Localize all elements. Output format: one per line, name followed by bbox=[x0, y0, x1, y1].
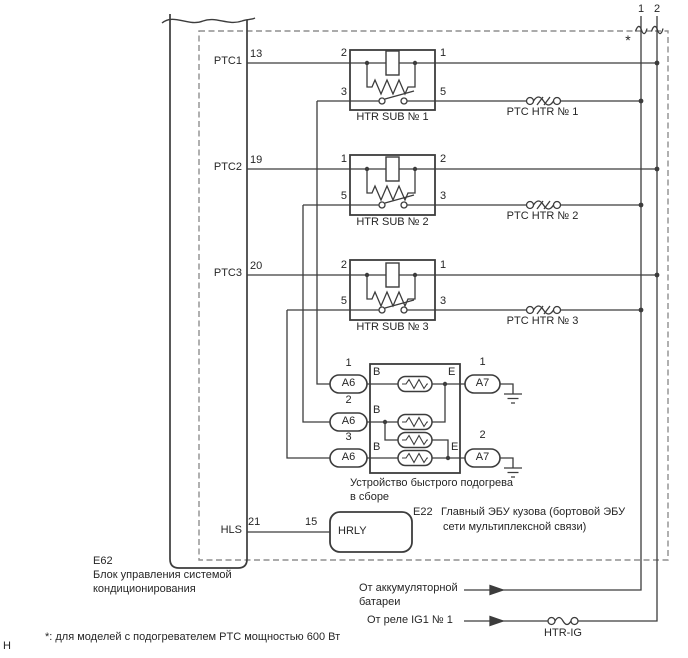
e62-terminal-21: 21 bbox=[248, 516, 261, 528]
relay1-pin-bottom-right: 5 bbox=[440, 86, 447, 98]
battery-source-line1: От аккумуляторной bbox=[359, 582, 458, 594]
relay3-pin-bottom-left: 5 bbox=[340, 295, 347, 307]
e62-terminal-20: 20 bbox=[250, 260, 263, 272]
heater2-label: PTC HTR № 2 bbox=[506, 210, 579, 222]
relay-coil bbox=[386, 157, 399, 181]
footnote: *: для моделей с подогревателем PTC мощностью 600 Вт bbox=[45, 631, 341, 643]
ptc-htr-1-symbol bbox=[527, 97, 561, 105]
heater-element-1 bbox=[398, 377, 432, 392]
e62-terminal-13: 13 bbox=[250, 48, 263, 60]
relay-htr-sub-1 bbox=[247, 50, 657, 384]
htr-ig-fuse-label: HTR-IG bbox=[544, 627, 582, 639]
wire-to-a6-1 bbox=[317, 101, 330, 384]
ptc-htr-2-symbol bbox=[527, 201, 561, 209]
relay-switch bbox=[287, 300, 435, 313]
e62-name-line2: кондиционирования bbox=[93, 583, 196, 595]
htr-ig-fuse-symbol bbox=[548, 618, 578, 625]
feed-line-1-ref: 1 bbox=[637, 3, 645, 15]
relay2-label: HTR SUB № 2 bbox=[356, 216, 429, 228]
heater1-label: PTC HTR № 1 bbox=[506, 106, 579, 118]
relay1-pin-top-right: 1 bbox=[440, 47, 447, 59]
heater-element-2 bbox=[398, 415, 432, 430]
a7-1-pin: 1 bbox=[479, 356, 486, 368]
a6-2-id: A6 bbox=[341, 415, 356, 427]
e62-pin-ptc3: PTC3 bbox=[213, 267, 242, 279]
e62-code: E62 bbox=[93, 555, 113, 567]
relay2-pin-bottom-right: 3 bbox=[440, 190, 447, 202]
e62-pin-ptc2: PTC2 bbox=[213, 161, 242, 173]
relay-coil bbox=[386, 51, 399, 75]
e62-box bbox=[162, 14, 255, 568]
page-marker: Н bbox=[3, 640, 11, 652]
hrly-terminal-15: 15 bbox=[305, 516, 318, 528]
relay-htr-sub-2 bbox=[247, 155, 657, 422]
a7-2-id: A7 bbox=[475, 451, 490, 463]
hrly-label: HRLY bbox=[338, 525, 367, 537]
ig-relay-source: От реле IG1 № 1 bbox=[367, 614, 453, 626]
e62-pin-hls: HLS bbox=[220, 524, 242, 536]
heater3-label: PTC HTR № 3 bbox=[506, 315, 579, 327]
relay2-pin-top-left: 1 bbox=[340, 153, 347, 165]
ptc-htr-3-symbol bbox=[527, 306, 561, 314]
a7-2-pin: 2 bbox=[479, 429, 486, 441]
relay2-pin-top-right: 2 bbox=[440, 153, 447, 165]
ground-symbol-1 bbox=[500, 384, 522, 403]
relay-coil bbox=[386, 263, 399, 287]
arrowhead bbox=[490, 617, 503, 626]
terminal-b-3: B bbox=[373, 441, 381, 453]
relay3-pin-top-right: 1 bbox=[440, 259, 447, 271]
feed-line-2-ref: 2 bbox=[653, 3, 661, 15]
asterisk-marker: * bbox=[625, 32, 631, 48]
a7-1-id: A7 bbox=[475, 377, 490, 389]
relay1-pin-top-left: 2 bbox=[340, 47, 347, 59]
terminal-e-2: E bbox=[451, 441, 459, 453]
e22-name-line2: сети мультиплексной связи) bbox=[443, 521, 587, 533]
relay1-label: HTR SUB № 1 bbox=[356, 111, 429, 123]
relay3-label: HTR SUB № 3 bbox=[356, 321, 429, 333]
e22-code: E22 bbox=[413, 506, 433, 518]
a6-3-id: A6 bbox=[341, 451, 356, 463]
relay3-pin-top-left: 2 bbox=[340, 259, 347, 271]
heater-element-3 bbox=[398, 433, 432, 448]
assembly-caption-line2: в сборе bbox=[350, 491, 390, 503]
a6-1-id: A6 bbox=[341, 377, 356, 389]
assembly-caption-line1: Устройство быстрого подогрева bbox=[350, 477, 513, 489]
battery-source-line2: батареи bbox=[359, 596, 401, 608]
ground-symbol-2 bbox=[500, 458, 522, 477]
hrly-box bbox=[247, 512, 412, 552]
e22-name-line1: Главный ЭБУ кузова (бортовой ЭБУ bbox=[441, 506, 626, 518]
e62-pin-ptc1: PTC1 bbox=[213, 55, 242, 67]
relay2-pin-bottom-left: 5 bbox=[340, 190, 347, 202]
arrowhead bbox=[490, 586, 503, 595]
terminal-e-1: E bbox=[448, 366, 456, 378]
terminal-b-1: B bbox=[373, 366, 381, 378]
relay1-pin-bottom-left: 3 bbox=[340, 86, 347, 98]
a6-3-pin: 3 bbox=[345, 431, 352, 443]
e62-name-line1: Блок управления системой bbox=[93, 569, 232, 581]
a6-2-pin: 2 bbox=[345, 394, 352, 406]
terminal-b-2: B bbox=[373, 404, 381, 416]
heater-element-4 bbox=[398, 451, 432, 466]
relay-htr-sub-3 bbox=[247, 260, 657, 458]
relay3-pin-bottom-right: 3 bbox=[440, 295, 447, 307]
a6-1-pin: 1 bbox=[345, 357, 352, 369]
e62-terminal-19: 19 bbox=[250, 154, 263, 166]
